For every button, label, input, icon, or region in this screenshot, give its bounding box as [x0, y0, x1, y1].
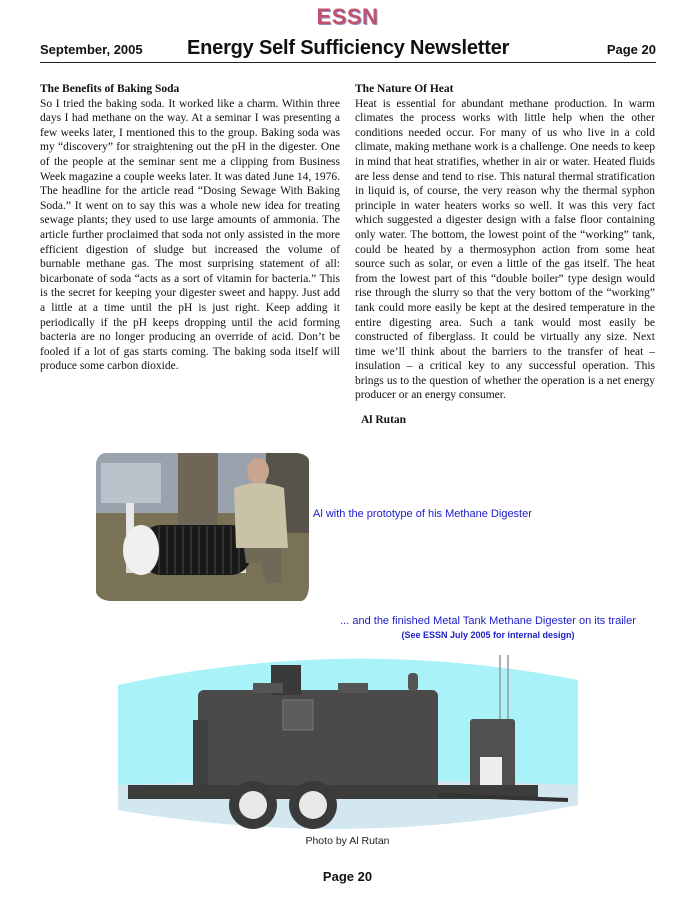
essn-logo: ESSN [316, 4, 379, 29]
page-header [40, 37, 656, 63]
author-byline: Al Rutan [361, 414, 407, 427]
tree-trunk [178, 453, 218, 533]
trailer-subcaption: (See ESSN July 2005 for internal design) [401, 630, 575, 640]
prototype-caption: Al with the prototype of his Methane Digester [313, 508, 532, 520]
tank-valve [408, 673, 418, 691]
article-nature-of-heat [355, 82, 655, 428]
hubcap-rear [299, 791, 327, 819]
white-container [480, 757, 502, 787]
man-jacket [234, 483, 288, 548]
metal-tank [198, 690, 438, 790]
article-heading: The Nature Of Heat [355, 83, 454, 95]
header-page-number: Page 20 [606, 42, 656, 57]
prototype-photo-illustration [96, 453, 309, 601]
hatch-left [253, 683, 283, 693]
background-house [101, 463, 161, 503]
tank-end [193, 720, 208, 790]
man-head [247, 458, 269, 484]
trailer-digester-photo [108, 645, 588, 835]
tank-end-cap [123, 525, 159, 575]
article-heading: The Benefits of Baking Soda [40, 83, 180, 95]
article-baking-soda [40, 82, 340, 374]
trailer-caption: ... and the finished Metal Tank Methane Digester on its trailer [340, 615, 636, 627]
article-body: So I tried the baking soda. It worked like a charm. Within three days I had methane on the way. At a seminar I was presenting a few weeks later, I mentioned this to the group. Baking soda was my “discovery” for straightening out the pH in the digester. One of the people at the seminar sent me a clipping from Business Week magazine a couple weeks later. It was dated June 14, 1976. The headline for the article read “Dosing Sewage With Baking Soda.” It went on to say this was a whole new idea for treating sewage plants; they used to use large amounts of ammonia. The article further proclaimed that soda not only assisted in the more efficient digestion of sludge but increased the volume of burnable methane gas. The most surprising statement of all: bicarbonate of soda “acts as a sort of vitamin for bacteria.” This is the secret for keeping your digester sweet and happy. Just add a little at a time until the pH is just right. Keep adding it periodically if the pH keeps dropping until the acid forming bacteria are no longer producing an override of acid. Don’t be fooled if a lot of gas starts coming. The baking soda itself will produce some carbon dioxide. [40, 97, 340, 373]
trailer-photo-illustration [108, 645, 588, 835]
newsletter-title: Energy Self Sufficiency Newsletter [187, 37, 510, 59]
photo-credit: Photo by Al Rutan [305, 835, 390, 847]
footer-page-number: Page 20 [322, 869, 373, 884]
tank-door [283, 700, 313, 730]
hubcap-front [239, 791, 267, 819]
issue-date: September, 2005 [40, 42, 143, 57]
article-body: Heat is essential for abundant methane production. In warm climates the process works with little help when the other conditions needed occur. For many of us who live in a cold climate, making methane work is a challenge. One needs to keep in mind that heat stratifies, whether in air or water. Heated fluids are less dense and tend to rise. This natural thermal stratification in liquid is, of course, the very reason why the thermal syphon principle in water heaters works so well. It was this very fact which suggested a digester design with a false floor containing only water. The bottom, the lowest point of the “working” tank, could be heated by a thermosyphon action from some heat source such as solar, or even a little of the gas itself. The heat from the lowest part of this “double boiler” type design would rise through the slurry so that the very bottom of the “working” tank could more easily be kept at the desired temperature in the entire digesting area. Such a tank would most easily be constructed of fiberglass. It could be virtually any size. Next time we’ll think about the barriers to the transfer of heat – insulation – a critical key to any successful operation. This brings us to the question of whether the operation is a net energy producer or an energy consumer. [355, 97, 655, 402]
prototype-digester-photo [96, 453, 309, 601]
hatch-right [338, 683, 368, 693]
